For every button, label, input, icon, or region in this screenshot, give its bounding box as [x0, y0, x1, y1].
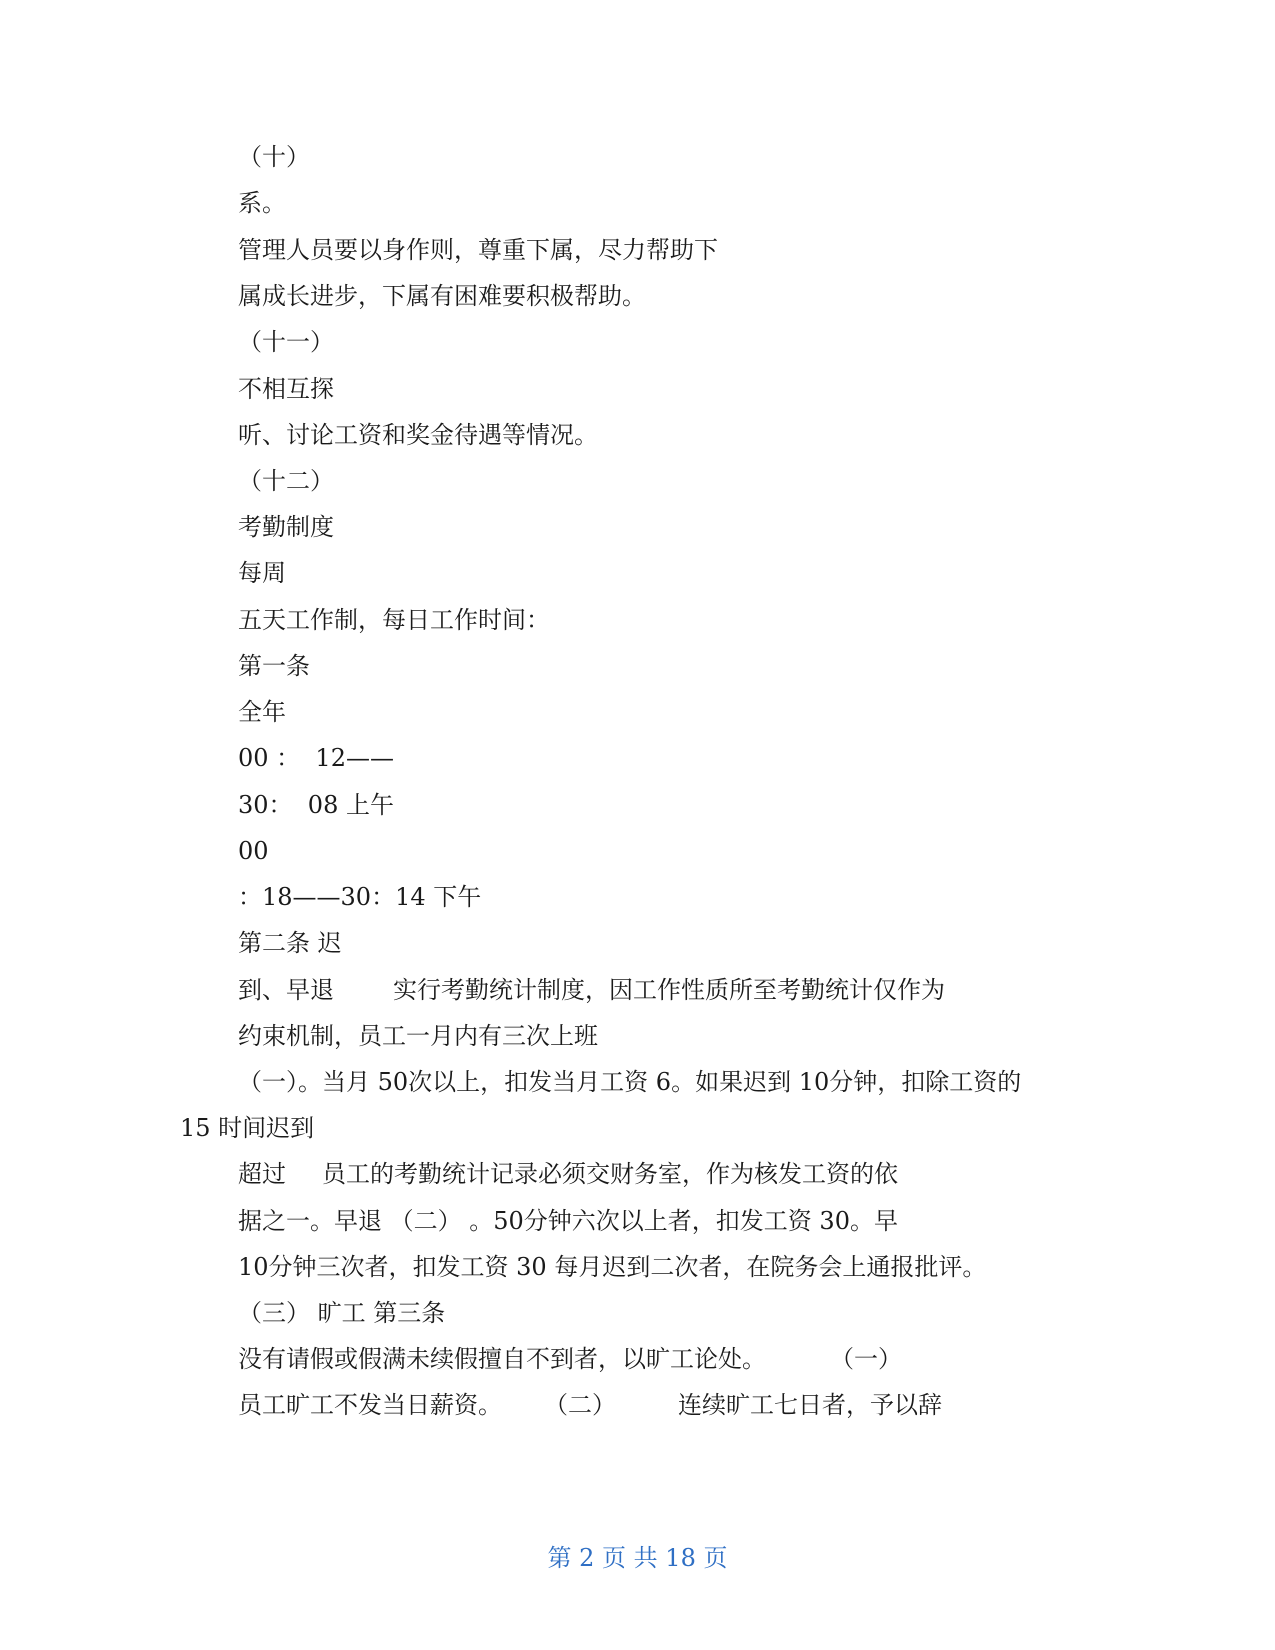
line-21: （一）。当月 50次以上，扣发当月工资 6。如果迟到 10分钟，扣除工资的	[238, 1068, 1022, 1096]
line-26: （三） 旷工 第三条	[238, 1299, 446, 1327]
line-15: 30： 08 上午	[238, 791, 394, 819]
line-28-part-a: 员工旷工不发当日薪资。	[238, 1391, 502, 1419]
line-16: 00	[238, 837, 269, 865]
line-14: 00 ： 12——	[238, 744, 394, 772]
line-3: 管理人员要以身作则，尊重下属，尽力帮助下	[238, 236, 718, 264]
line-5: （十一）	[238, 328, 334, 356]
line-19-part-a: 到、早退	[238, 976, 334, 1004]
line-23-part-b: 员工的考勤统计记录必须交财务室，作为核发工资的依	[322, 1160, 898, 1188]
line-9: 考勤制度	[238, 513, 334, 541]
line-27-part-a: 没有请假或假满未续假擅自不到者，以旷工论处。	[238, 1345, 766, 1373]
line-13: 全年	[238, 698, 286, 726]
line-11: 五天工作制，每日工作时间：	[238, 606, 550, 634]
line-22: 15 时间迟到	[180, 1114, 315, 1142]
page-number-footer: 第 2 页 共 18 页	[547, 1544, 728, 1572]
line-1: （十）	[238, 143, 310, 171]
line-24: 据之一。早退 （二） 。50分钟六次以上者，扣发工资 30。早	[238, 1207, 898, 1235]
line-6: 不相互探	[238, 375, 334, 403]
line-2: 系。	[238, 189, 286, 217]
line-25: 10分钟三次者，扣发工资 30 每月迟到二次者，在院务会上通报批评。	[238, 1253, 987, 1281]
line-18: 第二条 迟	[238, 929, 342, 957]
line-10: 每周	[238, 559, 286, 587]
line-17: ：18——30：14 下午	[238, 883, 482, 911]
line-28-part-b: （二）	[544, 1391, 616, 1419]
line-12: 第一条	[238, 652, 310, 680]
line-8: （十二）	[238, 467, 334, 495]
line-19-part-b: 实行考勤统计制度，因工作性质所至考勤统计仅作为	[393, 976, 945, 1004]
line-27-part-b: （一）	[830, 1345, 902, 1373]
line-7: 听、讨论工资和奖金待遇等情况。	[238, 421, 598, 449]
line-23-part-a: 超过	[238, 1160, 286, 1188]
line-28-part-c: 连续旷工七日者，予以辞	[678, 1391, 942, 1419]
line-20: 约束机制，员工一月内有三次上班	[238, 1022, 598, 1050]
line-4: 属成长进步，下属有困难要积极帮助。	[238, 282, 646, 310]
